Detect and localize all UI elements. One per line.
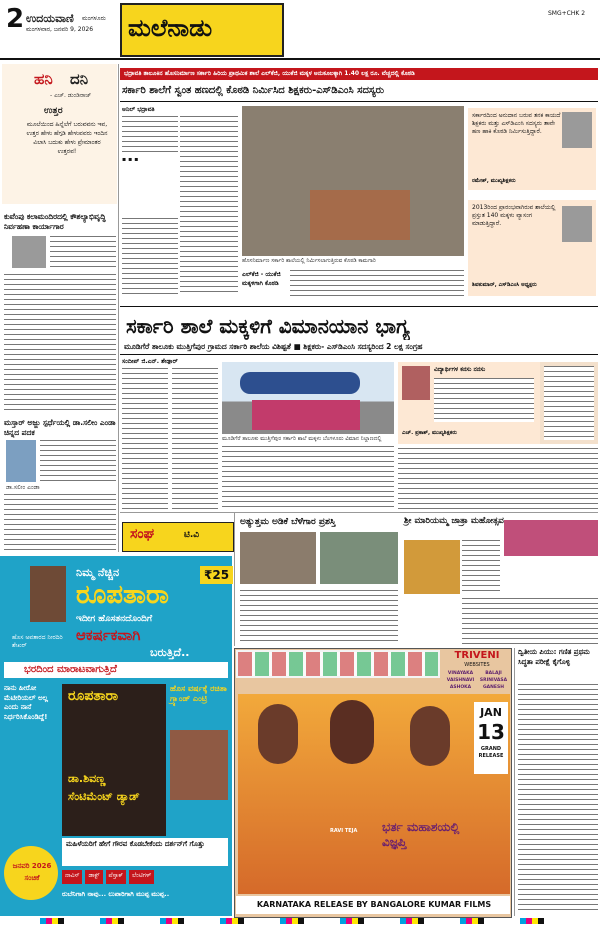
- film-ad-footer: KARNATAKA RELEASE BY BANGALORE KUMAR FILMS: [256, 900, 492, 909]
- rupatara-tags: [62, 870, 228, 884]
- rupatara-month-circle: [4, 846, 58, 900]
- film-ad-actor-b: [330, 700, 374, 764]
- paper-name: ಉದಯವಾಣಿ: [26, 12, 74, 25]
- left-story-headline: ಕುವೆಂಪು ಕಲಾಮಂದಿರದಲ್ಲಿ ಕೌಶಲ್ಯಾಭಿವೃದ್ಧಿ ನಿರ್ವಹಣಾ ಕಾರ್ಯಾಗಾರ: [4, 212, 106, 231]
- rupatara-footer: ರುಬೆನಿಗಾಗಿ ನಾವು... ಲುಪಾರಿಗಾಗಿ ಮುಪ್ಪ ಮುಪ್ಪ..: [62, 890, 170, 898]
- main-story-body-b: [172, 368, 218, 510]
- top-story-headline: ಸರ್ಕಾರಿ ಶಾಲೆಗೆ ಸ್ವಂತ ಹಣದಲ್ಲಿ ಕೊಠಡಿ ನಿರ್ಮಿಸಿದ ಶಿಕ್ಷಕರು-ಎಸ್‌ಡಿಎಂಸಿ ಸದಸ್ಯರು: [122, 85, 385, 96]
- theater: SRINIVASA: [479, 678, 508, 683]
- theater: VAISHNAVI: [446, 678, 475, 683]
- jatre-photo-b: [504, 520, 598, 556]
- rupatara-cover-title: ಸೆಂಟಿಮೆಂಟ್ ಡ್ಯಾಡ್: [68, 790, 140, 803]
- left-story-photo: [12, 236, 46, 268]
- top-story-body-a: [122, 116, 178, 152]
- jatre-body-a: [462, 540, 500, 594]
- main-story-subhead-rule: [120, 354, 598, 355]
- film-ad-release-day: 13: [477, 720, 505, 744]
- top-story-body-d: [290, 270, 464, 298]
- main-story-plane: [240, 372, 360, 394]
- rupatara-tag: ಪೆಸ್ತಾಕ್: [106, 870, 127, 884]
- film-ad-logo-grid: [238, 652, 438, 676]
- rupatara-bottom-text: ಮಹಿಳೆಯರಿಗೆ ಹೇಗೆ ಗೌರವ ಕೊಡಬೇಕೆಂದು ದರ್ಶನ್‌ಗೆ ಗೊತ್ತು: [66, 840, 205, 848]
- left-story-body-a: [50, 236, 116, 270]
- main-story-kids: [252, 400, 360, 430]
- theater: ASHOKA: [449, 685, 472, 690]
- main-story-rule: [120, 306, 598, 307]
- rupatara-line2: ಇದೀಗ ಹೊಸತನದೊಂದಿಗೆ: [76, 614, 153, 624]
- rupatara-line4: ಬರುತ್ತಿದೆ..: [150, 646, 190, 659]
- top-story-pullquote: ಸರ್ಕಾರದಿಂದ ಅನುದಾನ ಬರುವ ತನಕ ಕಾಯದೆ ಶಿಕ್ಷಕರು ಮತ್ತು ಎಸ್‌ಡಿಎಂಸಿ ಸದಸ್ಯರು ತಾವೇ ಹಣ ಹಾಕಿ ಕೊಠಡಿ ನಿರ್ಮಿಸುತ್ತಿದ್ದಾರೆ.: [472, 112, 561, 135]
- rupatara-price: ₹25: [200, 566, 233, 584]
- mushtaq-photo: [6, 440, 36, 482]
- award-body: [240, 590, 398, 644]
- section-title: ಮಲೆನಾಡು: [128, 14, 213, 42]
- film-ad-banner-sub: WEBSITES: [464, 662, 490, 668]
- main-story-box-by: ಎಚ್. ಪ್ರಕಾಶ್, ಮುಖ್ಯಶಿಕ್ಷಕರು: [402, 430, 457, 436]
- rupatara-cover-star: ಡಾ.ಶಿವಣ್ಣ: [68, 772, 106, 785]
- rupatara-tag: ಡಾಕ್ಟ್: [85, 870, 102, 884]
- col-sep: [118, 64, 119, 552]
- jatre-photo: [404, 540, 460, 594]
- film-ad-title: ಭರ್ತ ಮಹಾಶಯಲ್ಲಿ ವಿಜ್ಞಪ್ತಿ: [382, 820, 460, 849]
- rupatara-logo: ರೂಪತಾರಾ: [76, 580, 169, 610]
- right-col-heading: ದ್ವಿತೀಯ ಪಿಯು: ಗಣಿತ ಪ್ರಥಮ ಸಿದ್ಧತಾ ಪರೀಕ್ಷೆ ಕೈಗೊಳ್ಳಿ: [518, 648, 590, 666]
- rupatara-line3: ಆಕರ್ಷಕವಾಗಿ: [76, 626, 141, 644]
- top-story-note-by: ಶಿವಕುಮಾರ್, ಎಸ್‌ಡಿಎಂಸಿ ಅಧ್ಯಕ್ಷರು: [472, 282, 537, 288]
- top-story-body-b: [180, 116, 238, 296]
- page-number: 2: [6, 4, 25, 34]
- main-story-headline: ಸರ್ಕಾರಿ ಶಾಲೆ ಮಕ್ಕಳಿಗೆ ವಿಮಾನಯಾನ ಭಾಗ್ಯ: [126, 314, 410, 338]
- award-photo: [240, 532, 316, 584]
- top-story-pullquote-photo: [562, 112, 592, 148]
- film-ad-actor-a: [258, 704, 298, 764]
- top-story-kicker: ಭದ್ರಾವತಿ ತಾಲೂಕಿನ ಹೊಸನಿರ್ಮಾಣ ಸರ್ಕಾರಿ ಹಿರಿಯ ಪ್ರಾಥಮಿಕ ಶಾಲೆ ಎಲ್‌ಕೆಜಿ, ಯುಕೆಜಿ ಮಕ್ಕಳ ಅನುಕೂಲಕ್ಕಾಗಿ 1.40 ಲಕ್ಷ ರೂ. ವೆಚ್ಚದಲ್ಲಿ ಕೊಠಡಿ: [124, 70, 415, 77]
- hani-dani-title-b: ದನಿ: [70, 70, 89, 88]
- film-ad-theaters: [444, 670, 510, 691]
- rupatara-tag: ಲೆಂಟಿಗಳ್: [129, 870, 154, 884]
- mushtaq-body-b: [4, 494, 116, 552]
- top-story-note: 2013ರಿಂದ ಪ್ರಾರಂಭವಾಗಿರುವ ಶಾಲೆಯಲ್ಲಿ ಪ್ರಸ್ತುತ 140 ಮಕ್ಕಳು ವ್ಯಾಸಂಗ ಮಾಡುತ್ತಿದ್ದಾರೆ.: [472, 204, 556, 227]
- main-story-body-d: [398, 448, 598, 510]
- top-story-body-c: [122, 218, 178, 296]
- main-story-byline: ಸಂದೀಪ್ ಜಿ.ಎನ್. ಶೇಡ್ಗಾರ್: [122, 358, 178, 365]
- rupatara-month2: ಸಂಚಿಕೆ: [24, 874, 40, 882]
- rupatara-cover-side: ಹೊಸ ವರ್ಷಕ್ಕೆ ರಚಿತಾ ಗ್ರ್ಯಾಂಡ್ ಎಂಟ್ರಿ: [170, 684, 227, 703]
- hani-dani-heading: ಉತ್ತರ: [44, 106, 63, 116]
- rupatara-line1: ನಿಮ್ಮ ನೆಚ್ಚಿನ: [76, 566, 120, 579]
- film-ad-release-text: GRAND RELEASE: [478, 746, 504, 759]
- rupatara-cover: [62, 684, 166, 836]
- main-story-box-photo: [402, 366, 430, 400]
- rupatara-cover-logo: ರೂಪತಾರಾ: [68, 688, 119, 704]
- rupatara-month: ಜನವರಿ 2026: [12, 862, 52, 870]
- film-ad-banner: TRIVENI: [454, 650, 500, 661]
- edition-code: SMG+CHK 2: [548, 10, 586, 17]
- rupatara-cover-small: [30, 566, 66, 622]
- film-ad-release-month: JAN: [480, 706, 502, 719]
- jatre-body-b: [462, 598, 598, 644]
- top-story-rule: [120, 101, 598, 102]
- sangha-logo: ಸಂಘ: [130, 526, 155, 542]
- sangha-tag: ಟಿ.ವಿ: [184, 530, 200, 540]
- top-story-note-photo: [562, 206, 592, 242]
- top-story-quote-a: ▪ ▪ ▪: [122, 156, 139, 163]
- rupatara-tag: ನಾವಿಸ್: [62, 870, 82, 884]
- main-story-body-a: [122, 368, 168, 510]
- top-story-photo-caption: ಹೊಸನಿರ್ಮಾಣ ಸರ್ಕಾರಿ ಶಾಲೆಯಲ್ಲಿ ನಿರ್ಮಿಸಲಾಗುತ್ತಿರುವ ಕೊಠಡಿ ಕಾಮಗಾರಿ: [242, 258, 376, 264]
- top-story-side-label: ಎಲ್‌ಕೆಜಿ - ಯುಕೆಜಿ ಮಕ್ಕಳಿಗಾಗಿ ಕೊಠಡಿ: [242, 271, 281, 287]
- rupatara-left-text: ನಾನು ಹೀರೋ ಮೆಟೀರಿಯಲ್ ಅಲ್ಲ ಎಂದು ನಾನೆ ನಿರ್ಧರಿಸಿಕೊಂಡಿದ್ದೆ!: [4, 684, 48, 721]
- film-ad-hero: RAVI TEJA: [330, 828, 358, 834]
- hani-dani-byline: - ಎಚ್. ಡುಂಡಿರಾಜ್: [50, 92, 92, 99]
- edition: ಮಂಗಳೂರು: [82, 15, 106, 22]
- jatre-headline: ಶ್ರೀ ಮಾರಿಯಮ್ಮ ಜಾತ್ರಾ ಮಹೋತ್ಸವ: [404, 516, 504, 526]
- mushtaq-caption: ಡಾ.ಸಲೀಂ ಎಂಡಾ: [6, 484, 40, 491]
- main-story-body-c: [222, 446, 394, 510]
- rupatara-face-label: ಹೊಸ ಅವತಾರದ ನೀರದಿರಿ ಶೇಖರ್: [12, 634, 63, 649]
- theater: GANESH: [482, 685, 505, 690]
- masthead-rule: [0, 58, 600, 60]
- hani-dani-poem: ಮೂಲೆಯಿಂದ ಹಿನ್ನೆಲೆಗೆ ಬರುವವನು ಇವ, ಉತ್ತರ ಹೇಳು ಹೆಗ್ಗಡಿ ಹೇಳುವವರು ಇಂದಿನ ವಿಲಾಸಿ ಬದುಕು ಹೇಳು ಪ್ರೇಮಾಂತರ ಉತ್ತರವ!: [26, 121, 108, 155]
- theater: VINAYAKA: [447, 671, 474, 676]
- top-story-pullquote-by: ರಮೇಶ್, ಮುಖ್ಯಶಿಕ್ಷಕರು: [472, 178, 516, 184]
- right-col-body: [518, 684, 598, 912]
- col-sep: [234, 512, 235, 646]
- issue-date: ಮಂಗಳವಾರ, ಜನವರಿ 9, 2026: [26, 26, 94, 33]
- col-sep: [514, 648, 515, 916]
- main-story-photo-caption: ಮೂಡಿಗೆರೆ ತಾಲೂಕು ಮುತ್ತಿಗೆಪುರ ಸರ್ಕಾರಿ ಶಾಲೆ ಮಕ್ಕಳು ಬೆಂಗಳೂರು ವಿಮಾನ ನಿಲ್ದಾಣದಲ್ಲಿ: [222, 436, 382, 442]
- row-sep: [120, 512, 598, 513]
- mushtaq-headline: ಮಸ್ತಾರ್ ಅಜ್ಜು ಸ್ಪರ್ಧೆಯಲ್ಲಿ ಡಾ.ಸಲೀಂ ಎಂಡಾ ಚಿನ್ನದ ಪದಕ: [4, 418, 116, 437]
- film-ad-actor-c: [410, 706, 450, 766]
- left-story-body-b: [4, 274, 116, 414]
- main-story-box-title: ವಿದ್ಯಾರ್ಥಿಗಳ ಕನಸು ನನಸು: [434, 366, 486, 373]
- registration-marks: [40, 918, 560, 924]
- rupatara-cover-woman: [170, 730, 228, 800]
- rupatara-band: ಭರದಿಂದ ಮಾರಾಟವಾಗುತ್ತಿದೆ: [24, 664, 117, 675]
- award-photo-b: [320, 532, 398, 584]
- main-story-box-body: [434, 378, 534, 422]
- theater: BALAJI: [485, 671, 502, 676]
- mushtaq-body-a: [40, 440, 116, 482]
- award-headline: ಅತ್ಯುತ್ತಮ ಅಡಿಕೆ ಬೆಳೆಗಾರ ಪ್ರಶಸ್ತಿ: [240, 517, 336, 527]
- hani-dani-title-a: ಹನಿ: [34, 70, 53, 88]
- main-story-box-b-body: [544, 366, 594, 440]
- main-story-subhead: ಮೂಡಿಗೆರೆ ತಾಲೂಕು ಮುತ್ತಿಗೆಪುರ ಗ್ರಾಮದ ಸರ್ಕಾರಿ ಶಾಲೆಯ ವಿಶಿಷ್ಟತೆ ■ ಶಿಕ್ಷಕರು- ಎಸ್‌ಡಿಎಂಸಿ ಸದಸ್ಯರಿಂದ 2 ಲಕ್ಷ ಸಂಗ್ರಹ: [124, 342, 423, 351]
- top-story-photo-inner: [310, 190, 410, 240]
- top-story-byline: ಅನಿಲ್ ಭದ್ರಾವತಿ: [122, 106, 155, 113]
